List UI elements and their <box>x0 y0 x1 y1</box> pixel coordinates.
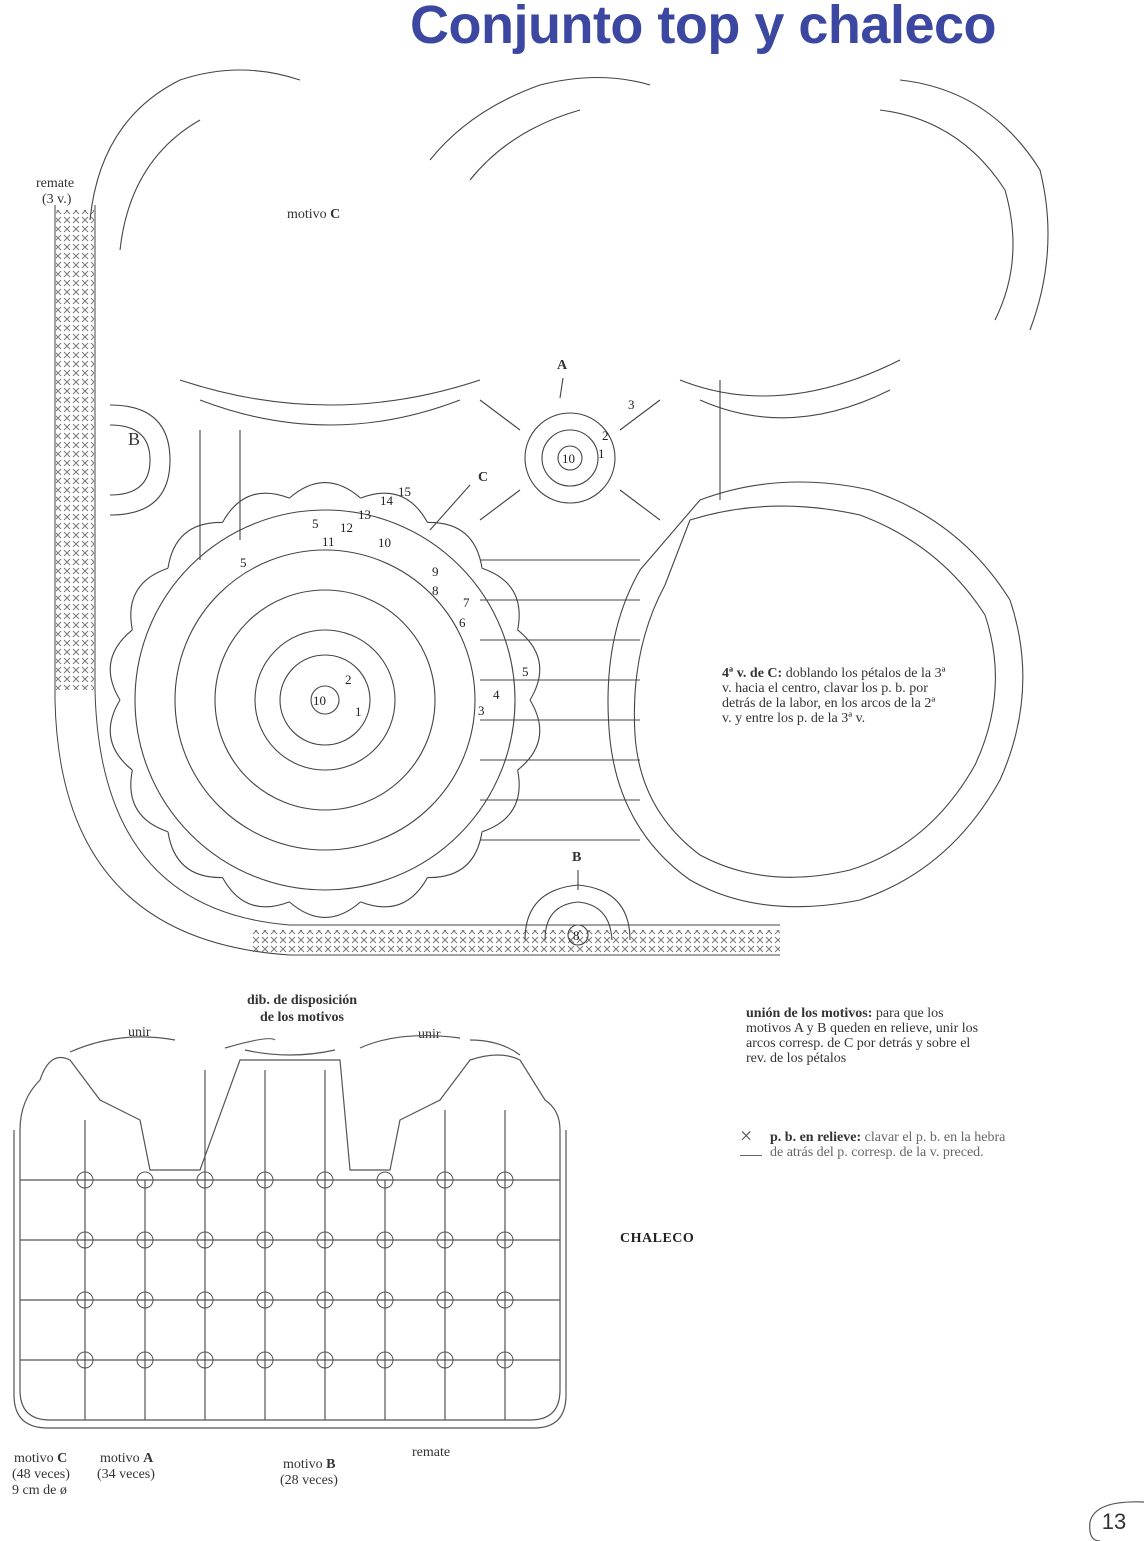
motif-b-letter: B <box>572 850 582 865</box>
c-round-number: 4 <box>493 687 500 702</box>
motivo-b-count: (28 veces) <box>280 1473 338 1488</box>
section-label: CHALECO <box>620 1231 695 1246</box>
c-center-number: 10 <box>313 693 326 708</box>
note-c-round4: 4ª v. de C: doblando los pétalos de la 3ª v. hacia el centro, clavar los p. b. por detrás de la labor, en los arcos de la 2ª v. y entre los p. de la 3ª v. <box>722 666 946 726</box>
page-title: Conjunto top y chaleco <box>410 0 997 55</box>
a-round-3: 3 <box>628 397 635 412</box>
motivo-c-count: (48 veces) <box>12 1467 70 1482</box>
motif-b-side-letter: B <box>128 429 141 449</box>
remate-legend: remate <box>412 1445 451 1460</box>
motivo-c-size: 9 cm de ø <box>12 1483 67 1498</box>
motif-a-letter: A <box>557 358 568 373</box>
c-round-number: 13 <box>358 507 371 522</box>
motivo-a-count: (34 veces) <box>97 1467 155 1482</box>
c-petal-number: 5 <box>240 555 247 570</box>
unir-right-label: unir <box>418 1027 441 1042</box>
c-round-number: 15 <box>398 484 411 499</box>
c-round-number: 8 <box>432 583 439 598</box>
motivo-a-legend: motivo A <box>100 1451 154 1466</box>
motif-c-letter: C <box>478 470 489 485</box>
a-center-number: 10 <box>562 451 575 466</box>
c-round-number: 1 <box>355 704 362 719</box>
unir-left-label: unir <box>128 1025 151 1040</box>
union-note: unión de los motivos: para que los motivos A y B queden en relieve, unir los arcos corresp. de C por detrás y sobre el rev. de los pétalos <box>746 1006 979 1066</box>
c-round-number: 12 <box>340 520 353 535</box>
page-number: 13 <box>1101 1509 1127 1534</box>
motivo-b-legend: motivo B <box>283 1457 336 1472</box>
c-petal-number: 5 <box>312 516 319 531</box>
c-round-number: 5 <box>522 664 529 679</box>
c-round-number: 9 <box>432 564 439 579</box>
motivo-c-legend: motivo C <box>14 1451 68 1466</box>
motivo-c-label: motivo C <box>287 207 341 222</box>
layout-title-line2: de los motivos <box>260 1010 344 1025</box>
c-round-number: 14 <box>380 493 393 508</box>
remate-label: remate <box>36 176 75 191</box>
legend-symbol-icon: × <box>740 1123 753 1148</box>
c-round-number: 10 <box>378 535 391 550</box>
remate-rows-label: (3 v.) <box>42 192 72 207</box>
layout-title-line1: dib. de disposición <box>246 993 358 1008</box>
c-round-number: 7 <box>463 595 470 610</box>
a-round-2: 2 <box>602 428 609 443</box>
a-round-1: 1 <box>598 446 605 461</box>
c-round-number: 3 <box>478 703 485 718</box>
b-center-number: 8 <box>573 928 580 943</box>
c-round-number: 6 <box>459 615 466 630</box>
c-round-number: 2 <box>345 672 352 687</box>
c-round-number: 11 <box>322 534 335 549</box>
legend-note: p. b. en relieve: clavar el p. b. en la hebra de atrás del p. corresp. de la v. preced. <box>770 1130 1006 1160</box>
